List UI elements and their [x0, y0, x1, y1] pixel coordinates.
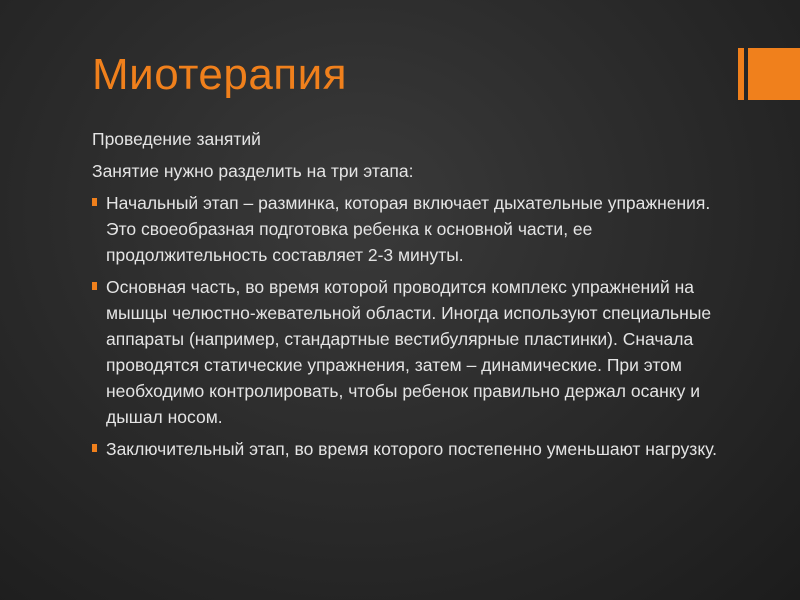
bullet-item [92, 436, 732, 462]
bullet-text: Заключительный этап, во время которого постепенно уменьшают нагрузку. [106, 439, 718, 459]
slide-subtitle: Проведение занятий [92, 129, 261, 149]
bullet-text: Основная часть, во время которой проводится комплекс упражнений на мышцы челюстно-жевательной области. Иногда используют специальные аппараты (например, стандартные вестибулярные пластинки). Сначала проводятся статические упражнения, затем – динамические. При этом необходимо контролировать, чтобы ребенок правильно держал осанку и дышал носом. [106, 277, 712, 427]
bullet-marker-icon [92, 282, 97, 290]
bullet-list [92, 190, 732, 462]
accent-bar-thick [748, 48, 800, 100]
slide-intro: Занятие нужно разделить на три этапа: [92, 161, 414, 181]
bullet-text: Начальный этап – разминка, которая включает дыхательные упражнения. Это своеобразная подготовка ребенка к основной части, ее продолжительность составляет 2-3 минуты. [106, 193, 711, 265]
bullet-marker-icon [92, 198, 97, 206]
title-accent-decoration [738, 48, 800, 100]
bullet-item [92, 274, 732, 430]
slide-title: Миотерапия [92, 50, 348, 99]
slide-body [92, 126, 732, 468]
accent-bar-thin [738, 48, 744, 100]
bullet-item [92, 190, 732, 268]
bullet-marker-icon [92, 444, 97, 452]
